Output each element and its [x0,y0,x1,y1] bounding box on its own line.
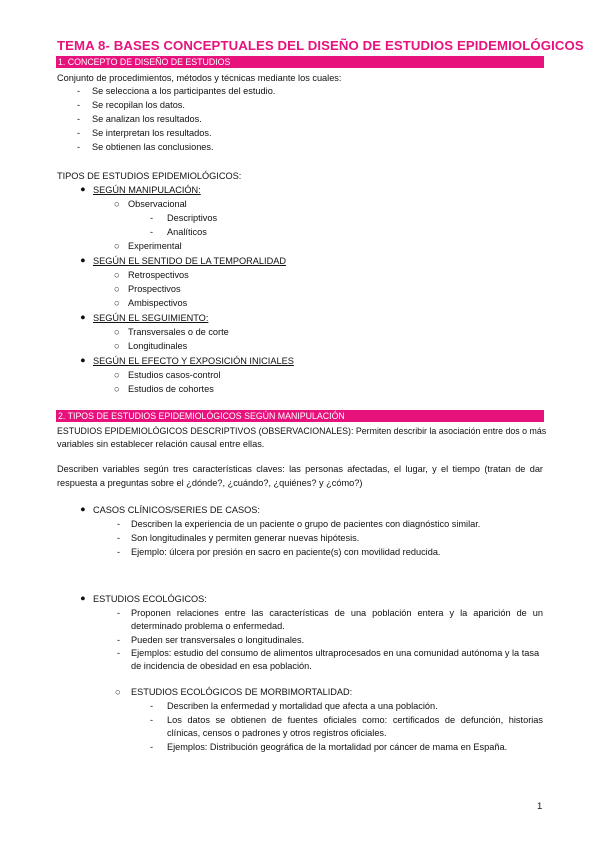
section-1-heading-bar [56,56,544,68]
followup-label: SEGÚN EL SEGUIMIENTO: [93,313,209,323]
list-item: Proponen relaciones entre las características de una población entera y la aparición de un [131,608,543,618]
descriptive-studies-text-cont: variables sin establecer relación causal entre ellas. [57,439,265,449]
list-item: Prospectivos [128,284,181,294]
list-item: Pueden ser transversales o longitudinales. [131,635,305,645]
dash-marker: - [117,635,121,645]
page-title: TEMA 8- BASES CONCEPTUALES DEL DISEÑO DE ESTUDIOS EPIDEMIOLÓGICOS [57,38,584,53]
section-1-intro: Conjunto de procedimientos, métodos y técnicas mediante los cuales: [57,73,342,83]
temporality-label: SEGÚN EL SENTIDO DE LA TEMPORALIDAD [93,256,286,266]
manipulation-label: SEGÚN MANIPULACIÓN: [93,185,201,195]
bullet-icon: ● [80,255,86,265]
circle-bullet-icon: ○ [114,298,120,308]
types-heading: TIPOS DE ESTUDIOS EPIDEMIOLÓGICOS: [57,171,242,181]
circle-bullet-icon: ○ [114,241,120,251]
circle-bullet-icon: ○ [114,270,120,280]
clinical-cases-label: CASOS CLÍNICOS/SERIES DE CASOS: [93,505,260,515]
dash-marker: - [117,519,121,529]
dash-marker: - [150,742,154,752]
characteristics-text: Describen variables según tres características claves: las personas afectadas, el lugar, y el tiempo (tratan de dar [57,464,543,474]
list-item: Los datos se obtienen de fuentes oficiales como: certificados de defunción, historias [167,715,543,725]
list-item: Ambispectivos [128,298,188,308]
ecological-studies-label: ESTUDIOS ECOLÓGICOS: [93,594,207,604]
dash-marker: - [77,128,81,138]
list-item: Estudios casos-control [128,370,221,380]
circle-bullet-icon: ○ [114,284,120,294]
circle-bullet-icon: ○ [115,687,121,697]
list-item: Descriptivos [167,213,218,223]
circle-bullet-icon: ○ [114,327,120,337]
list-item: Describen la experiencia de un paciente o grupo de pacientes con diagnóstico similar. [131,519,481,529]
list-item: Ejemplos: estudio del consumo de alimentos ultraprocesados en una comunidad autónoma y la tasa [131,648,540,658]
morbimortality-label: ESTUDIOS ECOLÓGICOS DE MORBIMORTALIDAD: [131,687,353,697]
dash-marker: - [117,648,121,658]
dash-marker: - [77,114,81,124]
circle-bullet-icon: ○ [114,341,120,351]
dash-marker: - [77,142,81,152]
section-1-heading: 1. CONCEPTO DE DISEÑO DE ESTUDIOS [58,57,231,67]
bullet-icon: ● [80,504,86,514]
descriptive-studies-text: ESTUDIOS EPIDEMIOLÓGICOS DESCRIPTIVOS (OBSERVACIONALES): Permiten describir la asociación entre dos o más [57,426,547,436]
list-item: Se obtienen las conclusiones. [92,142,214,152]
bullet-icon: ● [80,593,86,603]
list-item: Se selecciona a los participantes del estudio. [92,86,276,96]
dash-marker: - [77,100,81,110]
list-item: Ejemplo: úlcera por presión en sacro en paciente(s) con movilidad reducida. [131,547,441,557]
list-item: Longitudinales [128,341,188,351]
list-item: Se interpretan los resultados. [92,128,212,138]
dash-marker: - [150,227,154,237]
circle-bullet-icon: ○ [114,384,120,394]
dash-marker: - [117,533,121,543]
section-2-heading: 2. TIPOS DE ESTUDIOS EPIDEMIOLÓGICOS SEGÚN MANIPULACIÓN [58,411,345,421]
list-item: Analíticos [167,227,207,237]
section-2-heading-bar [56,410,544,422]
list-item: Describen la enfermedad y mortalidad que afecta a una población. [167,701,438,711]
bullet-icon: ● [80,312,86,322]
list-item-cont: de incidencia de obesidad en esa población. [131,661,312,671]
list-item: Se recopilan los datos. [92,100,185,110]
characteristics-text-cont: respuesta a preguntas sobre el ¿dónde?, ¿cuándo?, ¿quiénes? y ¿cómo?) [57,478,363,488]
dash-marker: - [150,715,154,725]
list-item: Experimental [128,241,182,251]
bullet-icon: ● [80,184,86,194]
list-item-cont: clínicas, censos o padrones y otros registros oficiales. [167,728,387,738]
list-item: Estudios de cohortes [128,384,214,394]
dash-marker: - [150,701,154,711]
list-item: Ejemplos: Distribución geográfica de la mortalidad por cáncer de mama en España. [167,742,508,752]
dash-marker: - [150,213,154,223]
bullet-icon: ● [80,355,86,365]
list-item: Observacional [128,199,187,209]
list-item: Se analizan los resultados. [92,114,202,124]
list-item: Transversales o de corte [128,327,229,337]
dash-marker: - [77,86,81,96]
effect-label: SEGÚN EL EFECTO Y EXPOSICIÓN INICIALES [93,356,294,366]
dash-marker: - [117,608,121,618]
list-item: Son longitudinales y permiten generar nuevas hipótesis. [131,533,360,543]
circle-bullet-icon: ○ [114,370,120,380]
circle-bullet-icon: ○ [114,199,120,209]
page-number: 1 [537,801,543,812]
list-item: Retrospectivos [128,270,189,280]
dash-marker: - [117,547,121,557]
list-item-cont: determinado problema o enfermedad. [131,621,285,631]
